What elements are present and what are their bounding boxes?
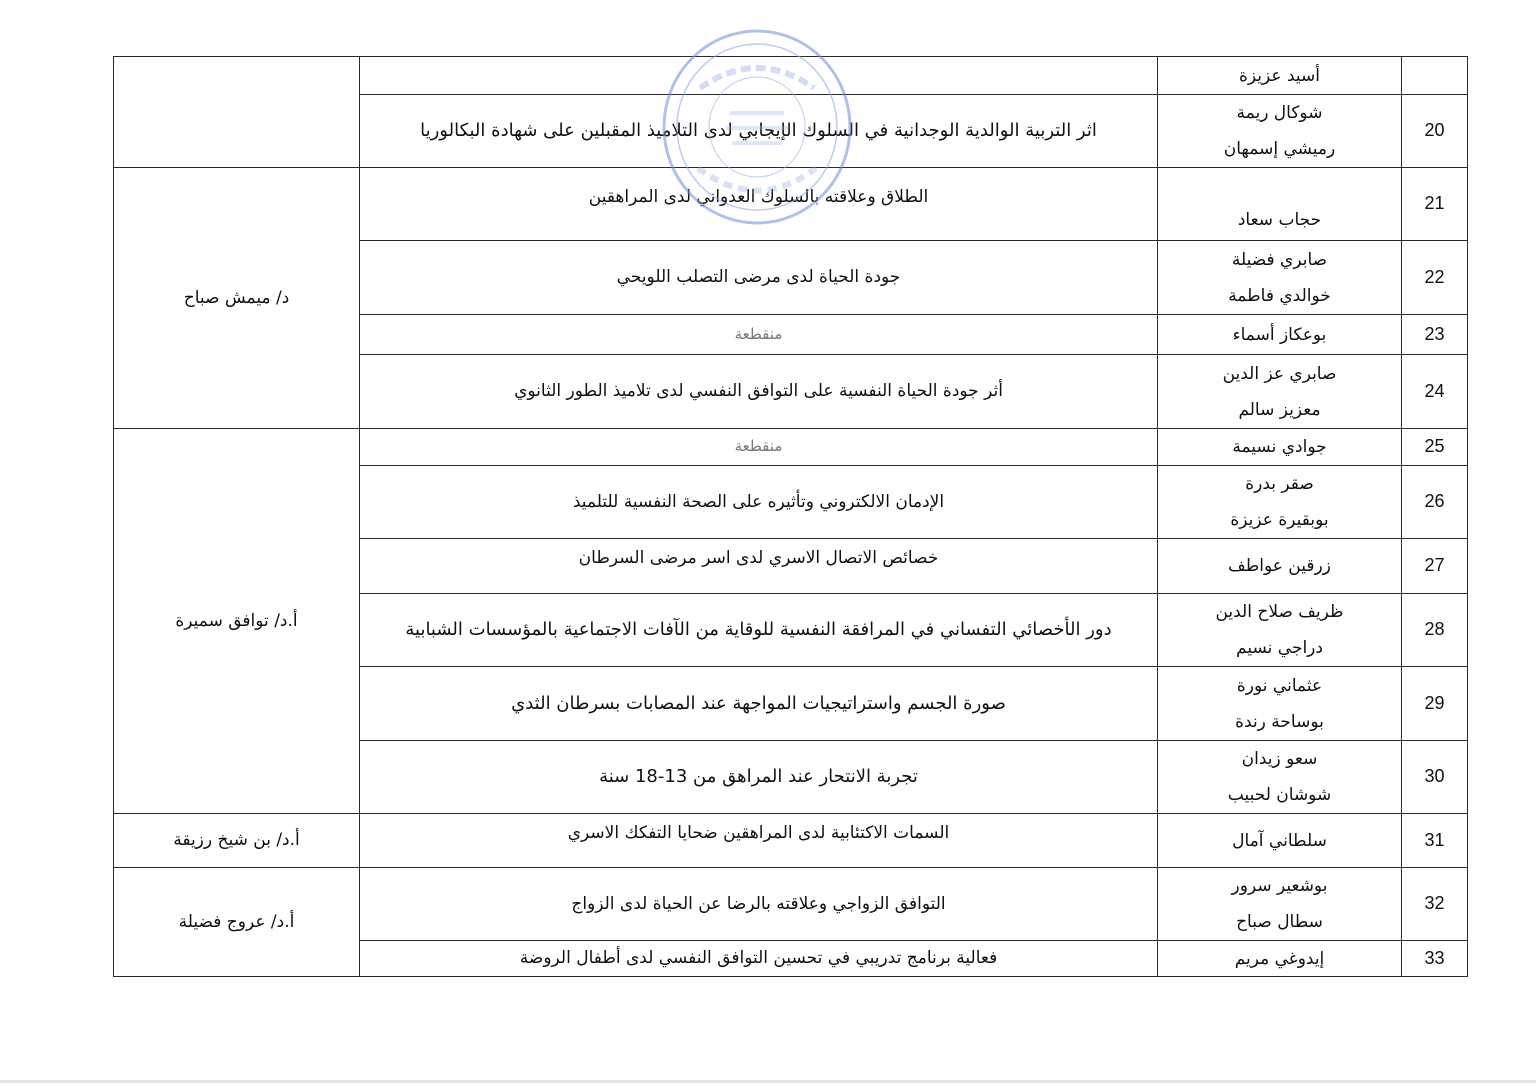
- student-names: [1158, 57, 1402, 95]
- student-names: [1158, 814, 1402, 868]
- thesis-title: الطلاق وعلاقته بالسلوك العدواني لدى المراهقين: [360, 168, 1158, 241]
- row-number: 23: [1402, 315, 1468, 355]
- row-number: 31: [1402, 814, 1468, 868]
- student-names: [1158, 539, 1402, 594]
- thesis-title: التوافق الزواجي وعلاقته بالرضا عن الحياة لدى الزواج: [360, 868, 1158, 941]
- dropout-label: منقطعة: [360, 429, 1158, 466]
- student-name: شوشان لحبيب: [1227, 785, 1332, 805]
- row-number: 32: [1402, 868, 1468, 941]
- student-name: خوالدي فاطمة: [1228, 285, 1331, 306]
- thesis-title: اثر التربية الوالدية الوجدانية في السلوك الإيجابي لدى التلاميذ المقبلين على شهادة البكالوريا: [360, 95, 1158, 168]
- student-name: عثماني نورة: [1236, 675, 1323, 696]
- student-name: ظريف صلاح الدين: [1215, 602, 1344, 622]
- student-names: [1158, 667, 1402, 741]
- row-number: 26: [1402, 466, 1468, 539]
- thesis-title: فعالية برنامج تدريبي في تحسين التوافق النفسي لدى أطفال الروضة: [360, 941, 1158, 977]
- table-row: [114, 57, 1468, 95]
- row-number: 30: [1402, 741, 1468, 814]
- table-row: [114, 429, 1468, 466]
- student-name: رميشي إسمهان: [1223, 139, 1336, 159]
- thesis-title: أثر جودة الحياة النفسية على التوافق النفسي لدى تلاميذ الطور الثانوي: [360, 355, 1158, 429]
- student-name: أسيد عزيزة: [1239, 65, 1320, 86]
- table-row: [114, 814, 1468, 868]
- student-names: [1158, 466, 1402, 539]
- row-number: 27: [1402, 539, 1468, 594]
- projects-table: [113, 56, 1468, 977]
- student-names: [1158, 241, 1402, 315]
- student-names: [1158, 868, 1402, 941]
- supervisor-cell: أ.د/ توافق سميرة: [114, 429, 360, 814]
- thesis-title: الإدمان الالكتروني وتأثيره على الصحة النفسية للتلميذ: [360, 466, 1158, 539]
- row-number: 28: [1402, 594, 1468, 667]
- row-number: 33: [1402, 941, 1468, 977]
- student-names: [1158, 594, 1402, 667]
- student-names: [1158, 355, 1402, 429]
- student-name: صابري عز الدين: [1222, 363, 1337, 384]
- student-name: صقر بدرة: [1245, 474, 1314, 494]
- student-name: بوعكاز أسماء: [1232, 324, 1327, 345]
- student-names: [1158, 315, 1402, 355]
- student-name: حجاب سعاد: [1237, 210, 1322, 230]
- student-name: بوساحة رندة: [1235, 711, 1324, 732]
- student-name: بوبقيرة عزيزة: [1230, 510, 1329, 530]
- supervisor-cell: [114, 57, 360, 168]
- thesis-title: تجربة الانتحار عند المراهق من 13-18 سنة: [360, 741, 1158, 814]
- student-names: [1158, 941, 1402, 977]
- row-number: [1402, 57, 1468, 95]
- student-name: شوكال ريمة: [1236, 103, 1323, 123]
- row-number: 22: [1402, 241, 1468, 315]
- student-name: زرقين عواطف: [1228, 556, 1331, 576]
- thesis-title: جودة الحياة لدى مرضى التصلب اللويحي: [360, 241, 1158, 315]
- student-name: صابري فضيلة: [1231, 249, 1328, 270]
- row-number: 20: [1402, 95, 1468, 168]
- student-name: جوادي نسيمة: [1232, 437, 1327, 457]
- thesis-title: دور الأخصائي التفساني في المرافقة النفسية للوقاية من الآفات الاجتماعية بالمؤسسات الشبابية: [360, 594, 1158, 667]
- row-number: 24: [1402, 355, 1468, 429]
- thesis-title: صورة الجسم واستراتيجيات المواجهة عند المصابات بسرطان الثدي: [360, 667, 1158, 741]
- student-name: سعو زيدان: [1241, 749, 1318, 769]
- dropout-label: منقطعة: [360, 315, 1158, 355]
- student-name: إيدوغي مريم: [1234, 948, 1325, 969]
- thesis-title: خصائص الاتصال الاسري لدى اسر مرضى السرطان: [360, 539, 1158, 594]
- thesis-title: [360, 57, 1158, 95]
- student-names: [1158, 429, 1402, 466]
- page-bottom-edge: [0, 1080, 1536, 1083]
- row-number: 21: [1402, 168, 1468, 241]
- student-names: [1158, 95, 1402, 168]
- table-row: [114, 168, 1468, 241]
- thesis-title: السمات الاكتئابية لدى المراهقين ضحايا التفكك الاسري: [360, 814, 1158, 868]
- supervisor-cell: أ.د/ بن شيخ رزيقة: [114, 814, 360, 868]
- student-name: دراجي نسيم: [1236, 638, 1323, 658]
- student-name: سطال صباح: [1236, 912, 1323, 932]
- student-name: سلطاني آمال: [1232, 830, 1327, 851]
- student-name: معزيز سالم: [1238, 399, 1321, 420]
- student-name: بوشعير سرور: [1231, 876, 1328, 896]
- row-number: 25: [1402, 429, 1468, 466]
- student-names: [1158, 741, 1402, 814]
- row-number: 29: [1402, 667, 1468, 741]
- supervisor-cell: د/ ميمش صباح: [114, 168, 360, 429]
- table-row: [114, 868, 1468, 941]
- supervisor-cell: أ.د/ عروج فضيلة: [114, 868, 360, 977]
- student-names: [1158, 168, 1402, 241]
